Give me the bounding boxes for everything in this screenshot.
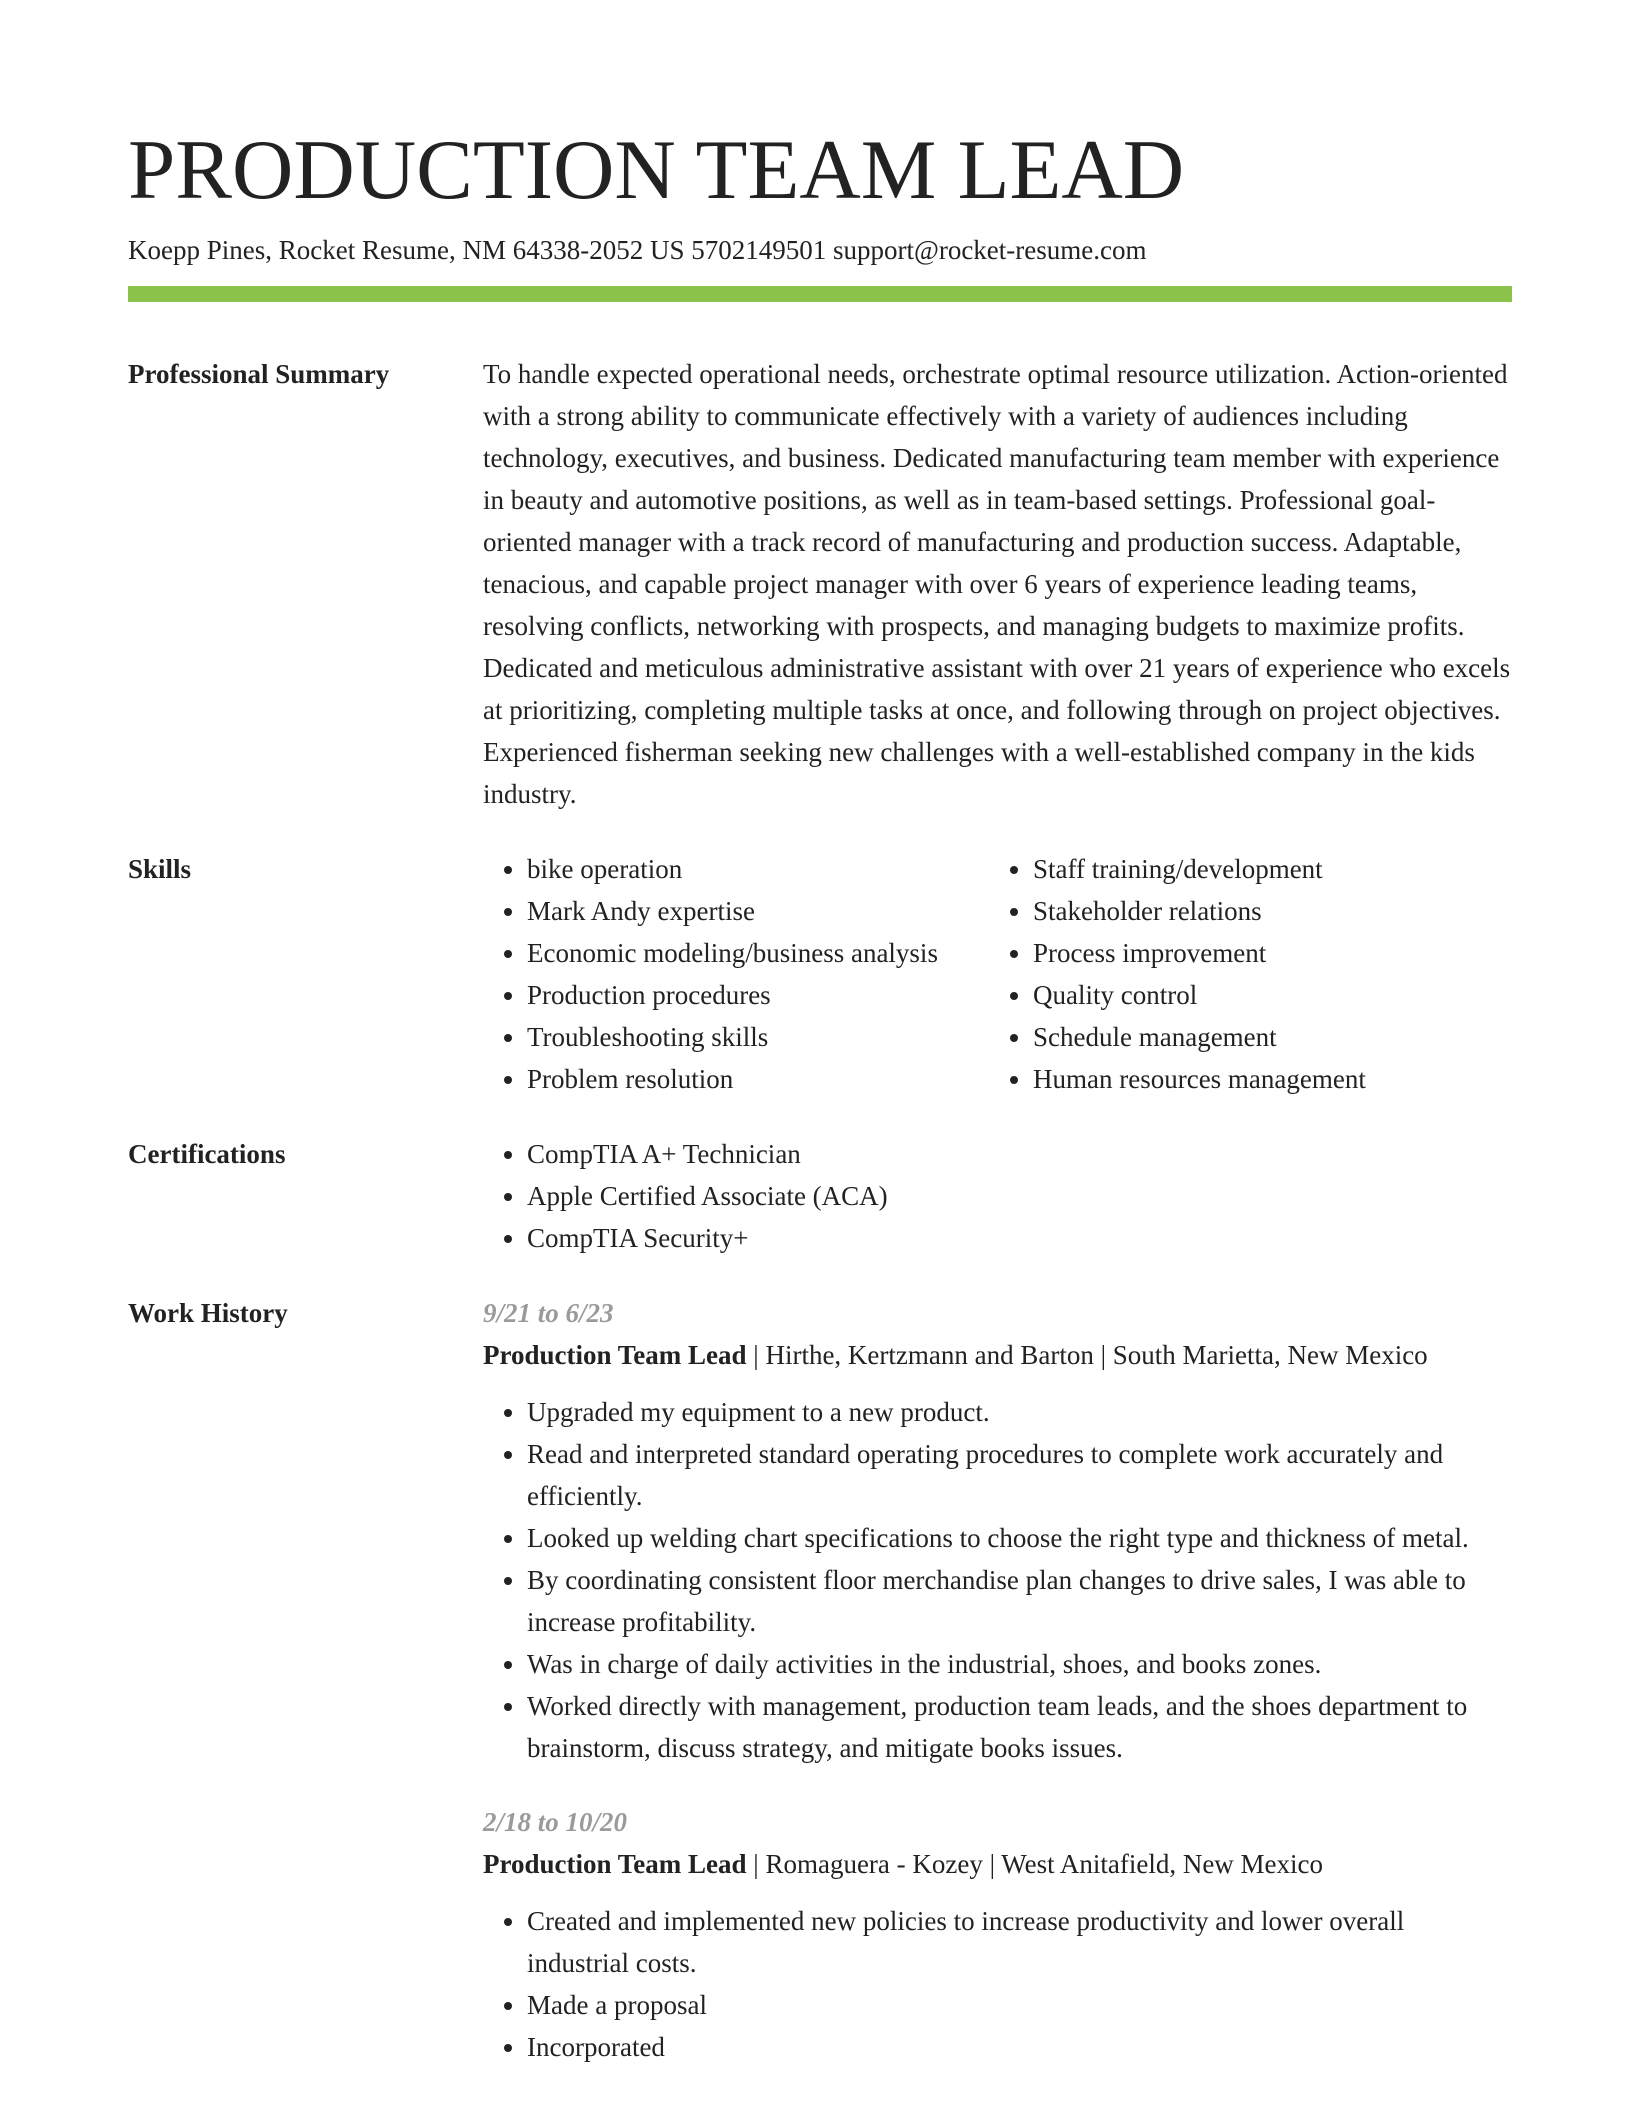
section-label-work-history: Work History bbox=[128, 1298, 288, 1328]
job-bullet: • Upgraded my equipment to a new product. bbox=[527, 1391, 1512, 1433]
skill-item: • bike operation bbox=[527, 848, 989, 890]
work-history-body bbox=[483, 1292, 1512, 2068]
section-label-summary: Professional Summary bbox=[128, 359, 390, 389]
certifications-body bbox=[483, 1133, 1512, 1259]
skills-columns bbox=[483, 848, 1512, 1100]
skill-item: • Mark Andy expertise bbox=[527, 890, 989, 932]
job-bullet: • Worked directly with management, production team leads, and the shoes department to brainstorm, discuss strategy, and mitigate books issues. bbox=[527, 1685, 1512, 1769]
skill-item: • Production procedures bbox=[527, 974, 989, 1016]
job-bullet: • Looked up welding chart specifications to choose the right type and thickness of metal. bbox=[527, 1517, 1512, 1559]
skill-item: • Quality control bbox=[1033, 974, 1512, 1016]
skill-item: • Process improvement bbox=[1033, 932, 1512, 974]
skills-list-left bbox=[483, 848, 989, 1100]
skill-item: • Economic modeling/business analysis bbox=[527, 932, 989, 974]
skill-item: • Staff training/development bbox=[1033, 848, 1512, 890]
job-details: | Hirthe, Kertzmann and Barton | South Marietta, New Mexico bbox=[746, 1340, 1428, 1370]
resume-title: PRODUCTION TEAM LEAD bbox=[128, 123, 1185, 217]
summary-text: To handle expected operational needs, orchestrate optimal resource utilization. Action-oriented with a strong ability to communicate effectively with a variety of audiences including technology, executives, and business. Dedicated manufacturing team member with experience in beauty and automotive positions, as well as in team-based settings. Professional goal-oriented manager with a track record of manufacturing and production success. Adaptable, tenacious, and capable project manager with over 6 years of experience leading teams, resolving conflicts, networking with prospects, and managing budgets to maximize profits. Dedicated and meticulous administrative assistant with over 21 years of experience who excels at prioritizing, completing multiple tasks at once, and following through on project objectives. Experienced fisherman seeking new challenges with a well-established company in the kids industry. bbox=[483, 359, 1511, 809]
job-bullets bbox=[483, 1900, 1512, 2068]
job-bullet: • Made a proposal bbox=[527, 1984, 1512, 2026]
job-bullets bbox=[483, 1391, 1512, 1769]
skill-item: • Stakeholder relations bbox=[1033, 890, 1512, 932]
skills-list-right bbox=[989, 848, 1512, 1100]
certifications-section bbox=[128, 1133, 1512, 1259]
section-label-certifications: Certifications bbox=[128, 1139, 286, 1169]
skill-item: • Human resources management bbox=[1033, 1058, 1512, 1100]
job-bullet: • Incorporated bbox=[527, 2026, 1512, 2068]
job-dates: 9/21 to 6/23 bbox=[483, 1298, 614, 1328]
certification-item: • Apple Certified Associate (ACA) bbox=[527, 1175, 1512, 1217]
certification-item: • CompTIA Security+ bbox=[527, 1217, 1512, 1259]
resume-page bbox=[128, 0, 1512, 2068]
job-title: Production Team Lead bbox=[483, 1340, 747, 1370]
job-entry bbox=[483, 1801, 1512, 2068]
job-bullet: • Created and implemented new policies to increase productivity and lower overall industrial costs. bbox=[527, 1900, 1512, 1984]
job-bullet: • By coordinating consistent floor merchandise plan changes to drive sales, I was able to increase profitability. bbox=[527, 1559, 1512, 1643]
skill-item: • Schedule management bbox=[1033, 1016, 1512, 1058]
certifications-list bbox=[483, 1133, 1512, 1259]
certification-item: • CompTIA A+ Technician bbox=[527, 1133, 1512, 1175]
job-dates: 2/18 to 10/20 bbox=[483, 1807, 628, 1837]
job-title: Production Team Lead bbox=[483, 1849, 747, 1879]
skills-section bbox=[128, 848, 1512, 1100]
header-divider bbox=[128, 286, 1512, 302]
job-details: | Romaguera - Kozey | West Anitafield, New Mexico bbox=[746, 1849, 1324, 1879]
work-history-section bbox=[128, 1292, 1512, 2068]
job-bullet: • Read and interpreted standard operating procedures to complete work accurately and efficiently. bbox=[527, 1433, 1512, 1517]
job-entry bbox=[483, 1292, 1512, 1769]
skill-item: • Problem resolution bbox=[527, 1058, 989, 1100]
job-heading bbox=[483, 1334, 1512, 1376]
skill-item: • Troubleshooting skills bbox=[527, 1016, 989, 1058]
section-label-skills: Skills bbox=[128, 854, 192, 884]
job-heading bbox=[483, 1843, 1512, 1885]
contact-info: Koepp Pines, Rocket Resume, NM 64338-2052 US 5702149501 support@rocket-resume.com bbox=[128, 235, 1147, 265]
summary-section bbox=[128, 353, 1512, 815]
job-bullet: • Was in charge of daily activities in the industrial, shoes, and books zones. bbox=[527, 1643, 1512, 1685]
